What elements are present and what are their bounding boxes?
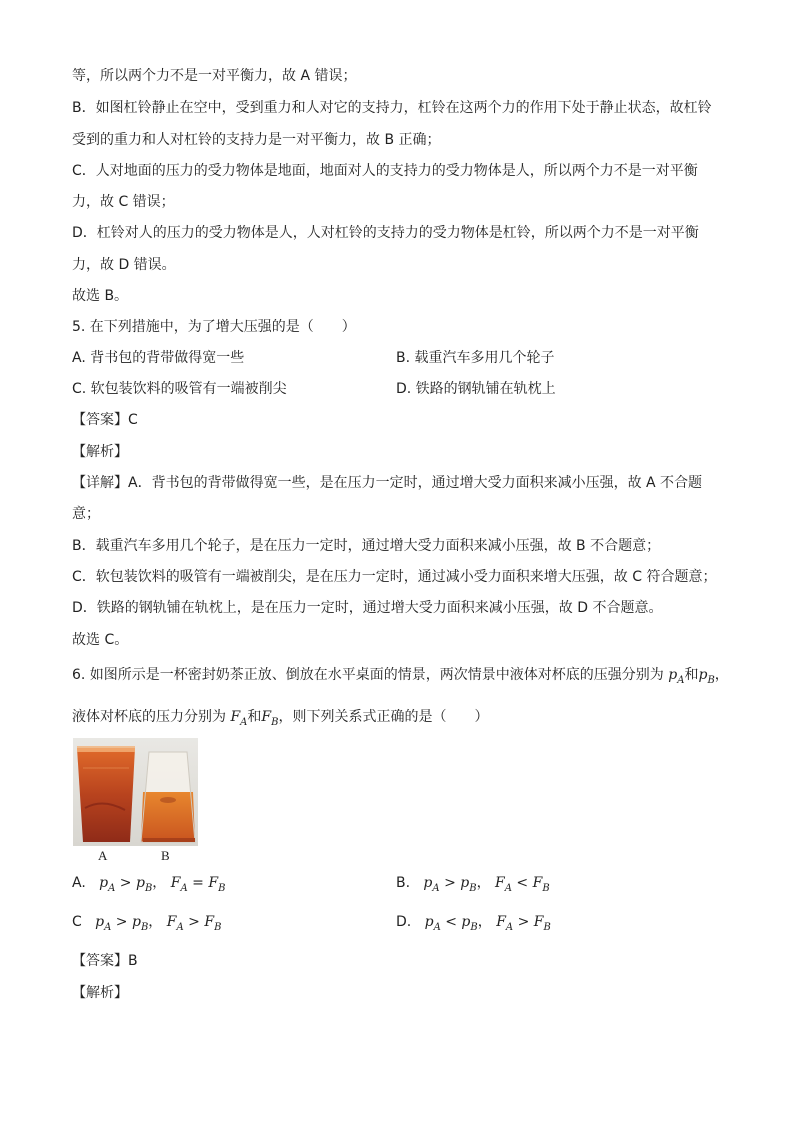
detail-text: A．背书包的背带做得宽一些，是在压力一定时，通过增大受力面积来减小压强，故 A 不合题 <box>128 475 703 491</box>
q5-analysis-tag: 【解析】 <box>72 444 128 460</box>
math-pA: $p_A$ <box>668 667 685 686</box>
answer-tag: 【答案】 <box>72 953 128 969</box>
option-formula: $F_A < F_B$ <box>495 875 550 894</box>
text-line: 受到的重力和人对杠铃的支持力是一对平衡力，故 B 正确； <box>72 132 441 148</box>
text-line: 力，故 D 错误。 <box>72 257 176 273</box>
q6-option-b: B. $p_A > p_B$， $F_A < F_B$ <box>396 875 550 894</box>
q5-detail-line: B．载重汽车多用几个轮子，是在压力一定时，通过增大受力面积来减小压强，故 B 不合题意； <box>72 538 661 554</box>
math-pB: $p_B$ <box>698 667 715 686</box>
stem-text: 和 <box>247 709 262 725</box>
q5-detail-line: C．软包装饮料的吸管有一端被削尖，是在压力一定时，通过减小受力面积来增大压强，故 C 符合题意； <box>72 569 717 585</box>
stem-text: 6. 如图所示是一杯密封奶茶正放、倒放在水平桌面的情景，两次情景中液体对杯底的压强分别为 <box>72 667 664 683</box>
stem-text: 和 <box>684 667 699 683</box>
text-line: 力，故 C 错误； <box>72 194 175 210</box>
q5-answer <box>72 410 138 430</box>
text-line: 等，所以两个力不是一对平衡力，故 A 错误； <box>72 68 357 84</box>
option-formula: $p_A > p_B$ <box>95 914 149 933</box>
option-letter: C <box>72 914 82 930</box>
stem-text: ，则下列关系式正确的是（ ） <box>278 709 489 725</box>
stem-text: 液体对杯底的压力分别为 <box>72 709 226 725</box>
question-6-stem-line1: 6. 如图所示是一杯密封奶茶正放、倒放在水平桌面的情景，两次情景中液体对杯底的压强分别为 $p_A$和$p_B$， <box>72 667 729 686</box>
q5-option-a: A. 背书包的背带做得宽一些 <box>72 350 245 366</box>
q6-answer <box>72 951 138 971</box>
q5-detail-line <box>72 473 702 493</box>
question-5-stem: 5. 在下列措施中，为了增大压强的是（ ） <box>72 319 356 335</box>
option-formula: $F_A = F_B$ <box>170 875 226 894</box>
q5-detail-line: 故选 C。 <box>72 632 129 648</box>
option-formula: $p_A > p_B$ <box>423 875 477 894</box>
option-formula: $F_A > F_B$ <box>496 914 551 933</box>
q5-option-b: B. 载重汽车多用几个轮子 <box>396 350 555 366</box>
option-formula: $p_A < p_B$ <box>424 914 478 933</box>
photo-label-b: B <box>161 848 170 863</box>
option-formula: $F_A > F_B$ <box>166 914 222 933</box>
q6-option-a: A. $p_A > p_B$， $F_A = F_B$ <box>72 875 226 894</box>
q6-analysis-tag: 【解析】 <box>72 985 128 1001</box>
math-FA: $F_A$ <box>230 709 248 728</box>
text-line: B．如图杠铃静止在空中，受到重力和人对它的支持力，杠铃在这两个力的作用下处于静止状态，故杠铃 <box>72 100 712 116</box>
q5-option-d: D. 铁路的钢轨铺在轨枕上 <box>396 381 556 397</box>
q6-option-c: C $p_A > p_B$， $F_A > F_B$ <box>72 914 222 933</box>
answer-tag: 【答案】 <box>72 412 128 428</box>
math-FB: $F_B$ <box>261 709 279 728</box>
text-line: 故选 B。 <box>72 288 129 304</box>
q5-option-c: C. 软包装饮料的吸管有一端被削尖 <box>72 381 287 397</box>
option-letter: B. <box>396 875 411 891</box>
option-formula: $p_A > p_B$ <box>99 875 153 894</box>
question-6-stem-line2 <box>72 707 488 733</box>
answer-value: B <box>128 953 138 969</box>
answer-value: C <box>128 412 138 428</box>
option-letter: A. <box>72 875 86 891</box>
q6-option-d: D. $p_A < p_B$， $F_A > F_B$ <box>396 914 551 933</box>
milk-tea-photo <box>73 738 198 846</box>
milk-tea-cups-illustration <box>73 738 198 846</box>
text-line: D．杠铃对人的压力的受力物体是人，人对杠铃的支持力的受力物体是杠铃，所以两个力不是一对平衡 <box>72 225 699 241</box>
q5-detail-line: 意； <box>72 506 100 522</box>
option-letter: D. <box>396 914 412 930</box>
text-line: C．人对地面的压力的受力物体是地面，地面对人的支持力的受力物体是人，所以两个力不是一对平衡 <box>72 163 698 179</box>
photo-label-a: A <box>98 848 108 863</box>
detail-tag: 【详解】 <box>72 475 128 491</box>
q5-detail-line: D．铁路的钢轨铺在轨枕上，是在压力一定时，通过增大受力面积来减小压强，故 D 不合题意。 <box>72 600 663 616</box>
